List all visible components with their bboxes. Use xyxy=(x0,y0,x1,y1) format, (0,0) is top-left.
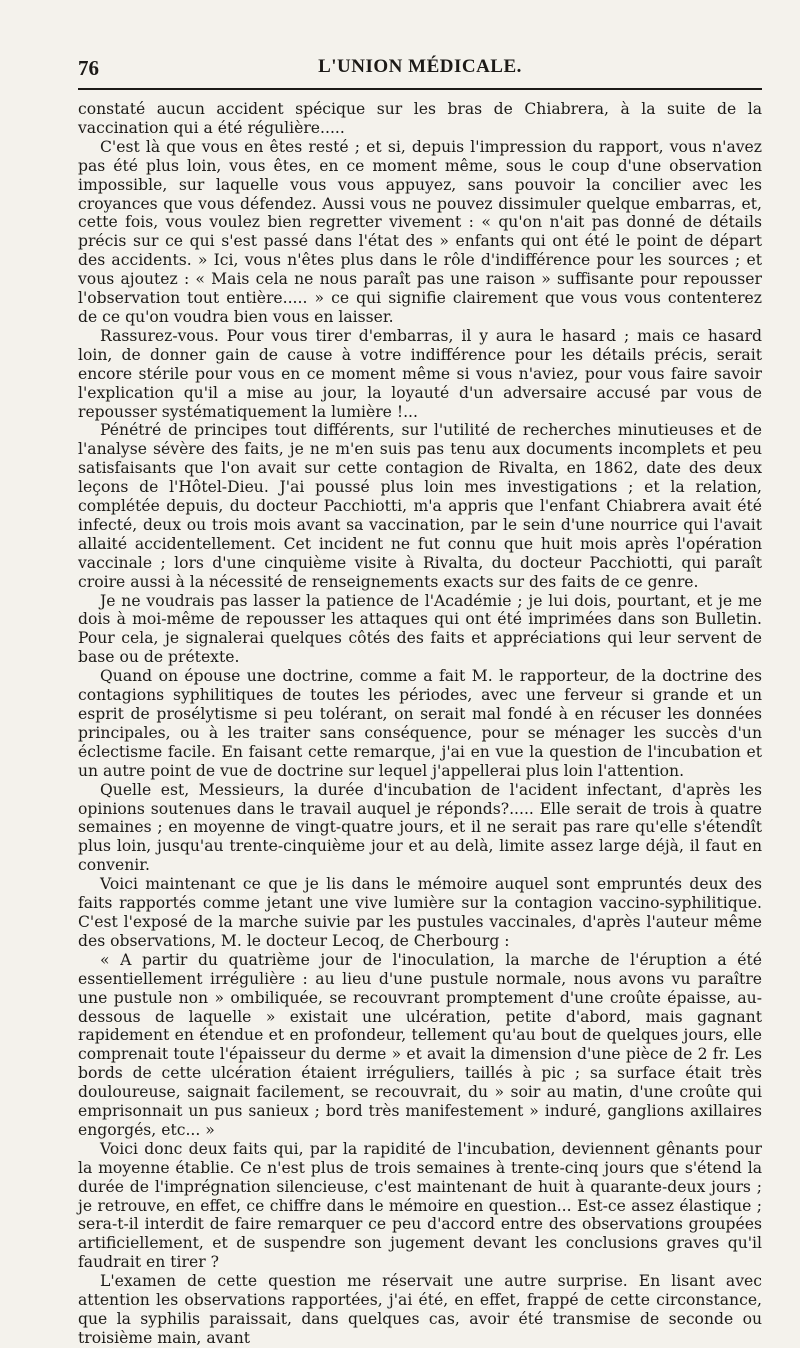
paragraph-2: C'est là que vous en êtes resté ; et si, depuis l'impression du rapport, vous n'avez pas été plus loin, vous êtes, en ce moment même, sous le coup d'une observation impossible, sur laquelle vous vous appuyez, sans pouvoir la concilier avec les croyances que vous défendez. Aussi vous ne pouvez dissimuler quelque embarras, et, cette fois, vous voulez bien regretter vivement : « qu'on n'ait pas donné de détails précis sur ce qui s'est passé dans l'état des » enfants qui ont été le point de départ des accidents. » Ici, vous n'êtes plus dans le rôle d'indifférence pour les sources ; et vous ajoutez : « Mais cela ne nous paraît pas une raison » suffisante pour repousser l'observation tout entière..... » ce qui signifie clairement que vous vous contenterez de ce qu'on voudra bien vous en laisser. xyxy=(78,137,762,326)
paragraph-3: Rassurez-vous. Pour vous tirer d'embarras, il y aura le hasard ; mais ce hasard loin, de donner gain de cause à votre indifférence pour les détails précis, serait encore stérile pour vous en ce moment même si vous n'aviez, pour vous faire savoir l'explication qu'il a mise au jour, la loyauté d'un adversaire accusé par vous de repousser systématiquement la lumière !... xyxy=(78,326,762,421)
paragraph-11: L'examen de cette question me réservait une autre surprise. En lisant avec attention les observations rapportées, j'ai été, en effet, frappé de cette circonstance, que la syphilis paraissait, dans quelques cas, avoir été transmise de seconde ou troisième main, avant xyxy=(78,1272,762,1347)
paragraph-7: Quelle est, Messieurs, la durée d'incubation de l'acident infectant, d'après les opinions soutenues dans le travail auquel je réponds?..... Elle serait de trois à quatre semaines ; en moyenne de vingt-quatre jours, et il ne serait pas rare qu'elle s'étendît plus loin, jusqu'au trente-cinquième jour et au delà, limite assez large déjà, il faut en convenir. xyxy=(78,780,762,875)
paragraph-5: Je ne voudrais pas lasser la patience de l'Académie ; je lui dois, pourtant, et je me dois à moi-même de repousser les attaques qui ont été imprimées dans son Bulletin. Pour cela, je signalerai quelques côtés des faits et appréciations qui leur servent de base ou de prétexte. xyxy=(78,591,762,667)
paragraph-1: constaté aucun accident spécique sur les bras de Chiabrera, à la suite de la vaccination qui a été régulière..... xyxy=(78,100,762,137)
paragraph-6: Quand on épouse une doctrine, comme a fait M. le rapporteur, de la doctrine des contagions syphilitiques de toutes les périodes, avec une ferveur si grande et un esprit de prosélytisme si peu tolérant, on serait mal fondé à en récuser les données principales, ou à les traiter sans conséquence, pour se ménager les succès d'un éclectisme facile. En faisant cette remarque, j'ai en vue la question de l'incubation et un autre point de vue de doctrine sur lequel j'appellerai plus loin l'attention. xyxy=(78,667,762,780)
page-number: 76 xyxy=(78,56,99,80)
paragraph-4: Pénétré de principes tout différents, sur l'utilité de recherches minutieuses et de l'analyse sévère des faits, je ne m'en suis pas tenu aux documents incomplets et peu satisfaisants que l'on avait sur cette contagion de Rivalta, en 1862, date des deux leçons de l'Hôtel-Dieu. J'ai poussé plus loin mes investigations ; et la relation, complétée depuis, du docteur Pacchiotti, m'a appris que l'enfant Chiabrera avait été infecté, deux ou trois mois avant sa vaccination, par le sein d'une nourrice qui l'avait allaité accidentellement. Cet incident ne fut connu que huit mois après l'opération vaccinale ; lors d'une cinquième visite à Rivalta, du docteur Pacchiotti, qui paraît croire aussi à la nécessité de renseignements exacts sur des faits de ce genre. xyxy=(78,421,762,591)
body-text xyxy=(78,100,762,1348)
paragraph-8: Voici maintenant ce que je lis dans le mémoire auquel sont empruntés deux des faits rapportés comme jetant une vive lumière sur la contagion vaccino-syphilitique. C'est l'exposé de la marche suivie par les pustules vaccinales, d'après l'auteur même des observations, M. le docteur Lecoq, de Cherbourg : xyxy=(78,875,762,950)
page-header xyxy=(78,52,762,82)
paragraph-10: Voici donc deux faits qui, par la rapidité de l'incubation, deviennent gênants pour la moyenne établie. Ce n'est plus de trois semaines à trente-cinq jours que s'étend la durée de l'imprégnation silencieuse, c'est maintenant de huit à quarante-deux jours ; je retrouve, en effet, ce chiffre dans le mémoire en question... Est-ce assez élastique ; sera-t-il interdit de faire remarquer ce peu d'accord entre des observations groupées artificiellement, et de suspendre son jugement devant les conclusions graves qu'il faudrait en tirer ? xyxy=(78,1139,762,1272)
running-title: L'UNION MÉDICALE. xyxy=(318,56,522,77)
header-rule xyxy=(78,88,762,90)
quotation-paragraph: « A partir du quatrième jour de l'inoculation, la marche de l'éruption a été essentiellement irrégulière : au lieu d'une pustule normale, nous avons vu paraître une pustule non » ombiliquée, se recouvrant promptement d'une croûte épaisse, au-dessous de laquelle » existait une ulcération, petite d'abord, mais gagnant rapidement en étendue et en profondeur, tellement qu'au bout de quelques jours, elle comprenait toute l'épaisseur du derme » et avait la dimension d'une pièce de 2 fr. Les bords de cette ulcération étaient irréguliers, taillés à pic ; sa surface était très douloureuse, saignait facilement, se recouvrait, du » soir au matin, d'une croûte qui emprisonnait un pus sanieux ; bord très manifestement » induré, ganglions axillaires engorgés, etc... » xyxy=(78,950,762,1139)
